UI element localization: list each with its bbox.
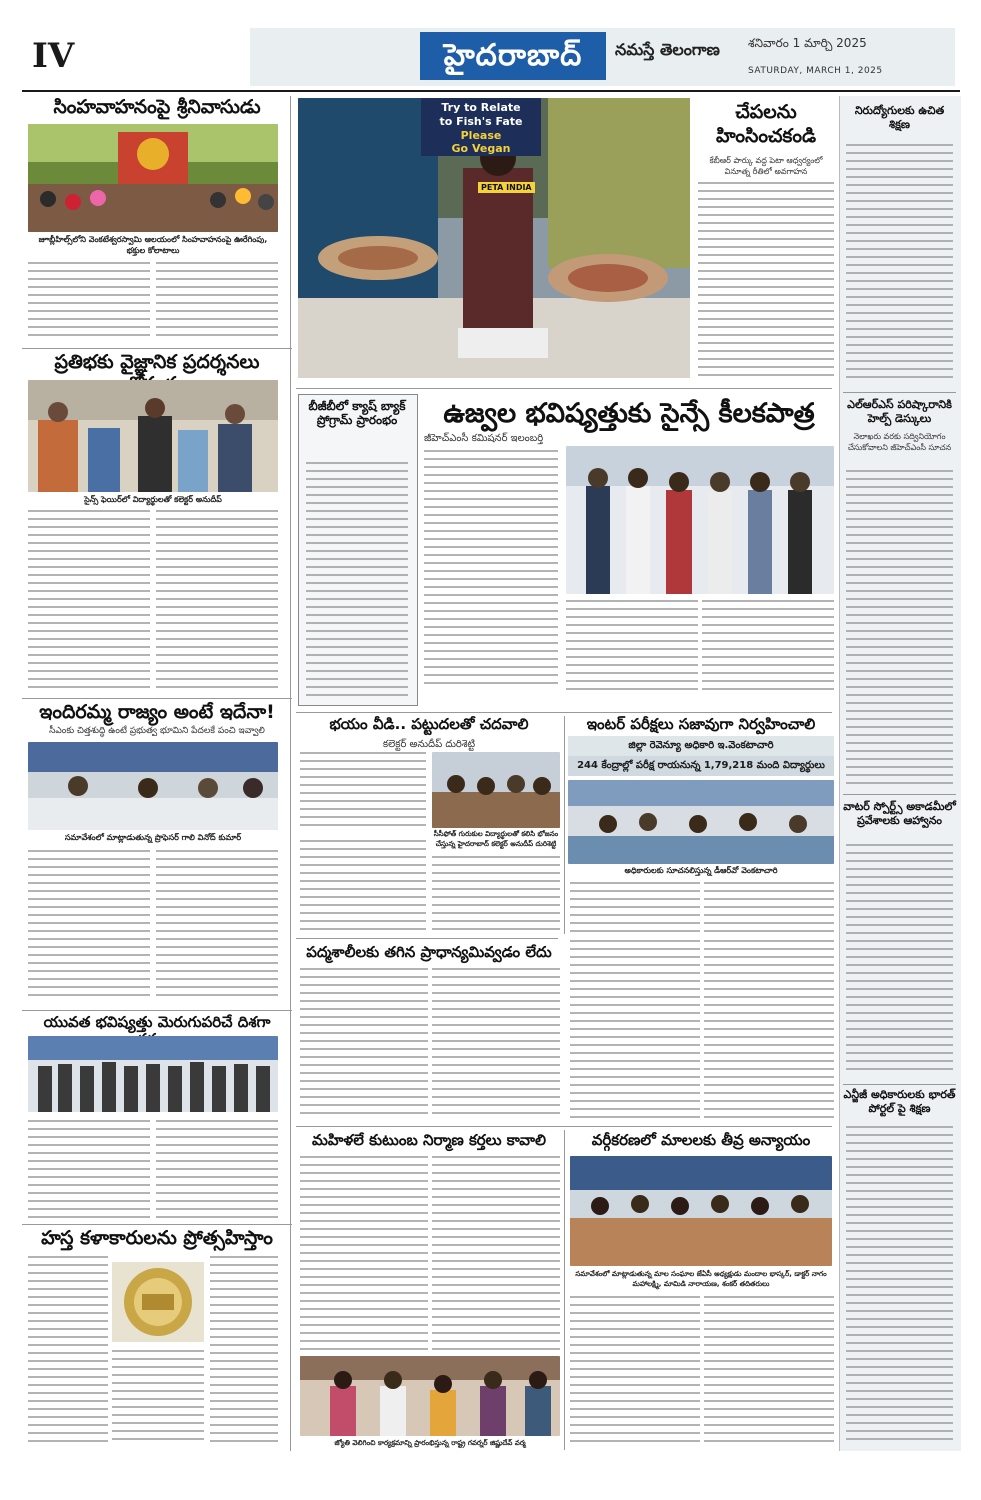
divider bbox=[843, 392, 956, 393]
body-text bbox=[156, 1120, 278, 1220]
body-text bbox=[300, 1156, 428, 1352]
masthead-rule bbox=[22, 90, 960, 92]
sign-line-3: Please bbox=[460, 128, 502, 142]
headline-women-family: మహిళలే కుటుంబ నిర్మాణ కర్తలు కావాలి bbox=[312, 1131, 546, 1149]
infobar-1: జిల్లా రెవెన్యూ అధికారి ఇ.వెంకటాచారి bbox=[568, 736, 834, 756]
section-title: హైదరాబాద్ bbox=[420, 32, 606, 80]
body-text bbox=[306, 462, 408, 698]
headline-youth-future: యువత భవిష్యత్తు మెరుగుపరిచే దిశగా bbox=[43, 1013, 271, 1031]
body-text bbox=[28, 1256, 108, 1446]
caption-indiramma: సమావేశంలో మాట్లాడుతున్న ప్రొఫెసర్ గాలి వినోద్ కుమార్ bbox=[64, 833, 242, 842]
caption-inter-exams: అధికారులకు సూచనలిస్తున్న డీఆర్‌వో వెంకటాచారి bbox=[624, 866, 778, 875]
headline-padmashali: పద్మశాలీలకు తగిన ప్రాధాన్యమివ్వడం లేదు bbox=[306, 943, 552, 961]
column-divider bbox=[564, 1130, 565, 1450]
body-text bbox=[156, 510, 278, 690]
sidebar-subhead-2: నెలాఖరు వరకు సద్వినియోగం చేసుకోవాలని జీహెచ్ఎంసీ సూచన bbox=[847, 432, 952, 452]
body-text bbox=[704, 882, 834, 932]
body-text bbox=[846, 144, 953, 384]
photo-exam-meeting bbox=[568, 780, 834, 864]
column-divider bbox=[290, 96, 291, 1451]
caption-classification: సమావేశంలో మాట్లాడుతున్న మాల సంఘాల జేఏసీ అధ్యక్షుడు మందాల భాస్కర్, డాక్టర్ నాగం మహాలక్ష్మి, మామిడి నారాయణ, శంకర్ తదితరులు bbox=[575, 1270, 827, 1288]
caption-women-family: జ్యోతి వెలిగించి కార్యక్రమాన్ని ప్రారంభిస్తున్న రాష్ట్ర గవర్నర్ జిష్ణుదేవ్ వర్మ bbox=[334, 1439, 526, 1447]
headline-inter-exams: ఇంటర్ పరీక్షలు సజావుగా నిర్వహించాలి bbox=[586, 715, 816, 733]
body-text bbox=[570, 1296, 700, 1446]
divider bbox=[296, 938, 558, 939]
headline-simhavahanam: సింహవాహనంపై శ్రీనివాసుడు bbox=[53, 96, 261, 118]
body-text bbox=[300, 752, 426, 832]
body-text bbox=[702, 600, 834, 690]
sidebar-headline-1: నిరుద్యోగులకు ఉచిత శిక్షణ bbox=[854, 104, 945, 131]
body-text bbox=[28, 510, 150, 690]
body-text bbox=[300, 840, 426, 932]
body-text bbox=[300, 968, 428, 1118]
headline-peta-2: హింసించకండి bbox=[715, 125, 817, 147]
divider bbox=[296, 1126, 832, 1127]
photo-meeting bbox=[28, 742, 278, 830]
sidebar-headline-4: ఎన్జీజీ అధికారులకు భారత్ పోర్టల్ పై శిక్షణ bbox=[843, 1088, 956, 1115]
sidebar-headline-3: వాటర్ స్పోర్ట్స్ అకాడమీలో ప్రవేశాలకు ఆహ్వానం bbox=[843, 800, 956, 827]
photo-mala-meeting bbox=[570, 1156, 832, 1266]
caption-fearless-study: సీసీఫోత్ గురుకుల విద్యార్థులతో కలిసి భోజనం చేస్తున్న హైదరాబాద్ కలెక్టర్ అనుదీప్ దురిశెట్టి bbox=[433, 830, 559, 848]
photo-science-fair bbox=[28, 380, 278, 492]
subhead-fearless-study: కలెక్టర్ అనుదీప్ దురిశెట్టి bbox=[382, 739, 476, 750]
headline-handicrafts: హస్త కళాకారులను ప్రోత్సహిస్తాం bbox=[41, 1227, 273, 1249]
divider bbox=[296, 388, 832, 389]
date-english: SATURDAY, MARCH 1, 2025 bbox=[748, 66, 883, 76]
body-text bbox=[570, 882, 700, 932]
divider bbox=[22, 1224, 292, 1225]
sidebar-headline-2: ఎల్‌ఆర్‌ఎస్ పరిష్కారానికి హెల్ప్ డెస్కులు bbox=[847, 398, 952, 425]
headline-bjp-cashback: బీజీబీలో క్యాష్ బ్యాక్ ప్రోగ్రామ్ ప్రారంభం bbox=[308, 399, 406, 427]
sign-line-4: Go Vegan bbox=[451, 142, 511, 156]
body-text bbox=[704, 1296, 834, 1446]
body-text bbox=[28, 1120, 150, 1220]
paper-name: నమస్తే తెలంగాణ bbox=[615, 40, 720, 59]
subhead-peta: కేబీఆర్ పార్కు వద్ద పెటా ఆధ్వర్యంలో వినూత్న రీతిలో అవగాహన bbox=[709, 156, 823, 176]
body-text bbox=[570, 940, 700, 1120]
body-text bbox=[156, 262, 278, 342]
sign-line-1: Try to Relate bbox=[441, 101, 521, 114]
body-text bbox=[432, 968, 560, 1118]
headline-science-exhibition: ప్రతిభకు వైజ్ఞానిక ప్రదర్శనలు bbox=[54, 351, 260, 373]
subhead-science-future: జీహెచ్ఎంసీ కమిషనర్ ఇలంబర్తి bbox=[424, 433, 544, 444]
protest-sign bbox=[421, 98, 541, 156]
sign-line-2: to Fish's Fate bbox=[439, 114, 523, 128]
divider bbox=[22, 1010, 292, 1011]
photo-students-lunch bbox=[432, 752, 560, 828]
body-text bbox=[846, 1126, 953, 1444]
headline-peta-1: చేపలను bbox=[735, 101, 797, 123]
photo-science-award bbox=[566, 446, 834, 594]
divider bbox=[843, 1084, 956, 1085]
infobar-2: 244 కేంద్రాల్లో పరీక్ష రాయనున్న 1,79,218 మంది విద్యార్థులు bbox=[568, 756, 834, 776]
subhead-indiramma: సీఎంకు చిత్తశుద్ధి ఉంటే ప్రభుత్వ భూమిని పేదలకే పంచి ఇవ్వాలి bbox=[49, 726, 265, 736]
divider bbox=[22, 698, 292, 699]
body-text bbox=[424, 450, 558, 688]
body-text bbox=[566, 600, 698, 690]
body-text bbox=[112, 1350, 204, 1446]
photo-lamp-lighting bbox=[300, 1356, 560, 1436]
photo-silver-plate bbox=[112, 1262, 204, 1342]
divider bbox=[843, 794, 956, 795]
body-text bbox=[28, 850, 150, 1002]
body-text bbox=[432, 856, 560, 932]
headline-science-future: ఉజ్వల భవిష్యత్తుకు సైన్సే కీలకపాత్ర bbox=[443, 398, 815, 429]
column-divider bbox=[564, 716, 565, 934]
body-text bbox=[156, 850, 278, 1002]
photo-youth-event bbox=[28, 1036, 278, 1112]
body-text bbox=[846, 470, 953, 786]
divider bbox=[22, 348, 292, 349]
caption-simhavahanam: జూబ్లీహిల్స్‌లోని వెంకటేశ్వరస్వామి ఆలయంలో సింహవాహనంపై ఊరేగింపు, భక్తుల కోలాటాలు bbox=[38, 235, 268, 255]
peta-tag: PETA INDIA bbox=[478, 182, 535, 193]
divider bbox=[296, 712, 832, 713]
caption-science-exhibition: సైన్స్ ఫెయిర్‌లో విద్యార్థులతో కలెక్టర్ అనుదీప్ bbox=[84, 495, 222, 504]
body-text bbox=[28, 262, 150, 342]
body-text bbox=[210, 1256, 278, 1446]
body-text bbox=[704, 940, 834, 1120]
body-text bbox=[432, 1156, 560, 1352]
headline-fearless-study: భయం వీడి.. పట్టుదలతో చదవాలి bbox=[329, 715, 529, 733]
body-text bbox=[846, 844, 953, 1076]
headline-indiramma: ఇందిరమ్మ రాజ్యం అంటే ఇదేనా! bbox=[39, 701, 275, 723]
body-text bbox=[698, 182, 834, 378]
page-number: IV bbox=[32, 36, 75, 76]
headline-classification: వర్గీకరణలో మాలలకు తీవ్ర అన్యాయం bbox=[591, 1131, 811, 1149]
photo-temple-procession bbox=[28, 124, 278, 232]
date-telugu: శనివారం 1 మార్చి 2025 bbox=[748, 36, 867, 50]
